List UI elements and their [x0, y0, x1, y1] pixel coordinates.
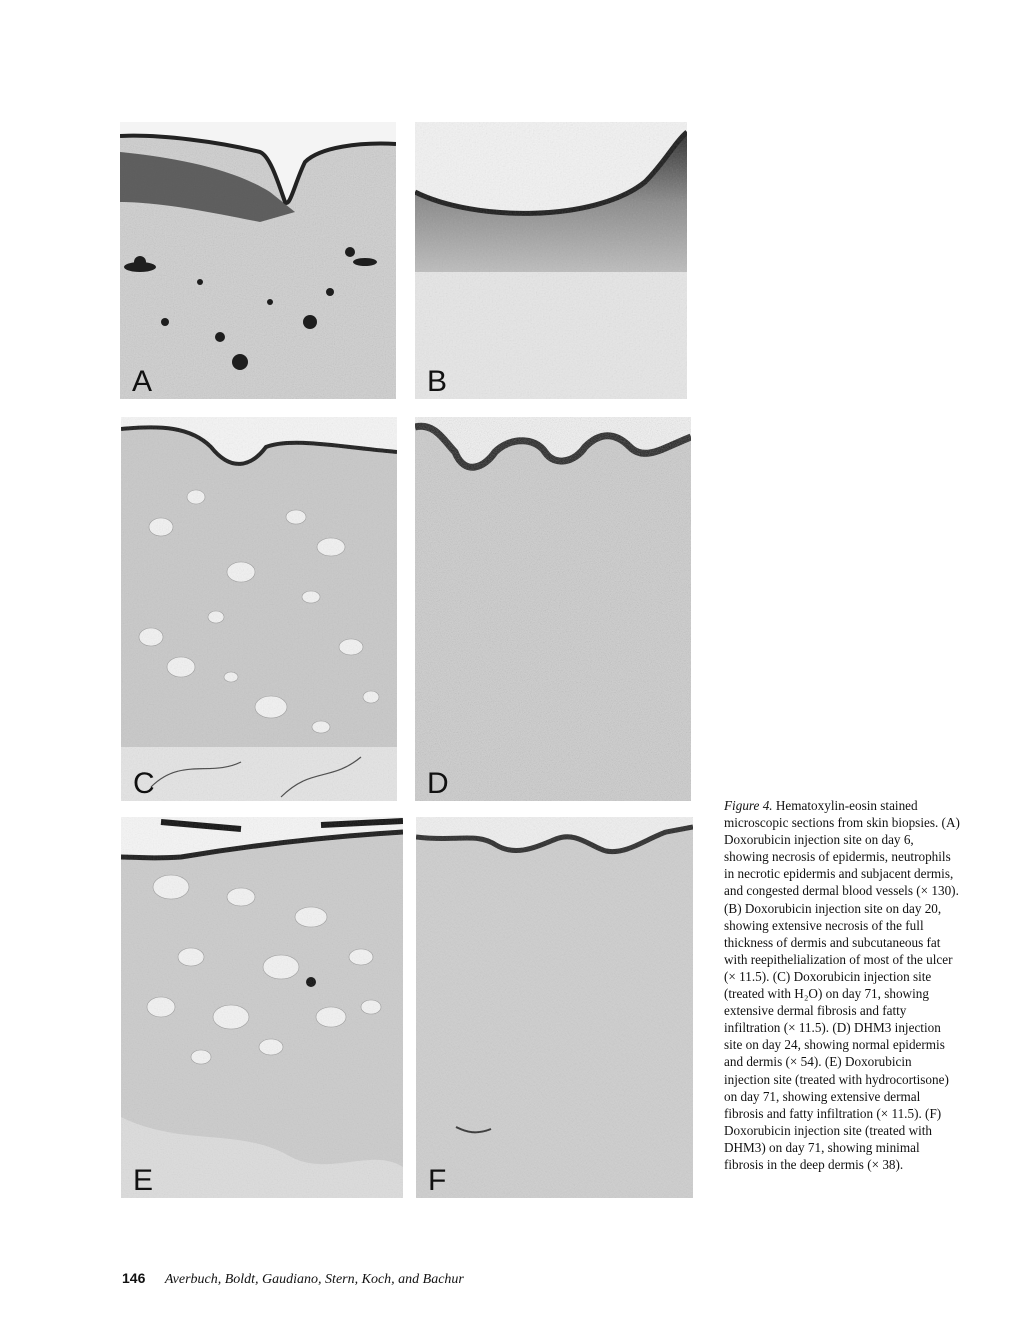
micrograph-f-image	[416, 817, 693, 1198]
micrograph-panel-f	[416, 817, 693, 1198]
panel-label-a: A	[132, 365, 153, 398]
micrograph-d-image	[415, 417, 691, 801]
micrograph-a-image	[120, 122, 396, 399]
micrograph-e-image	[121, 817, 403, 1198]
caption-text: Hematoxylin-eosin stained microscopic sections from skin biopsies. (A) Doxorubicin injection site on day 6, showing necrosis of epidermis, neutrophils in necrotic epidermis and subjacent dermis, and congested dermal blood vessels (× 130). (B) Doxorubicin injection site on day 20, showing extensive necrosis of the full thickness of dermis and subcutaneous fat with reepithelialization of most of the ulcer (× 11.5). (C) Doxorubicin injection site (treated with H₂O) on day 71, showing extensive dermal fibrosis and fatty infiltration (× 11.5). (D) DHM3 injection site on day 24, showing normal epidermis and dermis (× 54). (E) Doxorubicin injection site (treated with hydrocortisone) on day 71, showing extensive dermal fibrosis and fatty infiltration (× 11.5). (F) Doxorubicin injection site (treated with DHM3) on day 71, showing minimal fibrosis in the deep dermis (× 38).	[724, 798, 960, 1172]
micrograph-c-image	[121, 417, 397, 801]
figure-caption	[724, 797, 960, 1173]
page-number: 146	[122, 1270, 146, 1286]
panel-label-c: C	[133, 767, 155, 800]
micrograph-panel-e	[121, 817, 403, 1198]
micrograph-panel-c	[121, 417, 397, 801]
panel-label-d: D	[427, 767, 449, 800]
micrograph-panel-a	[120, 122, 396, 399]
micrograph-panel-b	[415, 122, 687, 399]
figure-label: Figure 4.	[724, 798, 773, 813]
panel-label-f: F	[428, 1164, 447, 1197]
panel-label-b: B	[427, 365, 448, 398]
running-authors: Averbuch, Boldt, Gaudiano, Stern, Koch, and Bachur	[164, 1272, 464, 1287]
panel-label-e: E	[133, 1164, 154, 1197]
micrograph-panel-d	[415, 417, 691, 801]
micrograph-b-image	[415, 122, 687, 399]
page-footer	[122, 1270, 464, 1288]
